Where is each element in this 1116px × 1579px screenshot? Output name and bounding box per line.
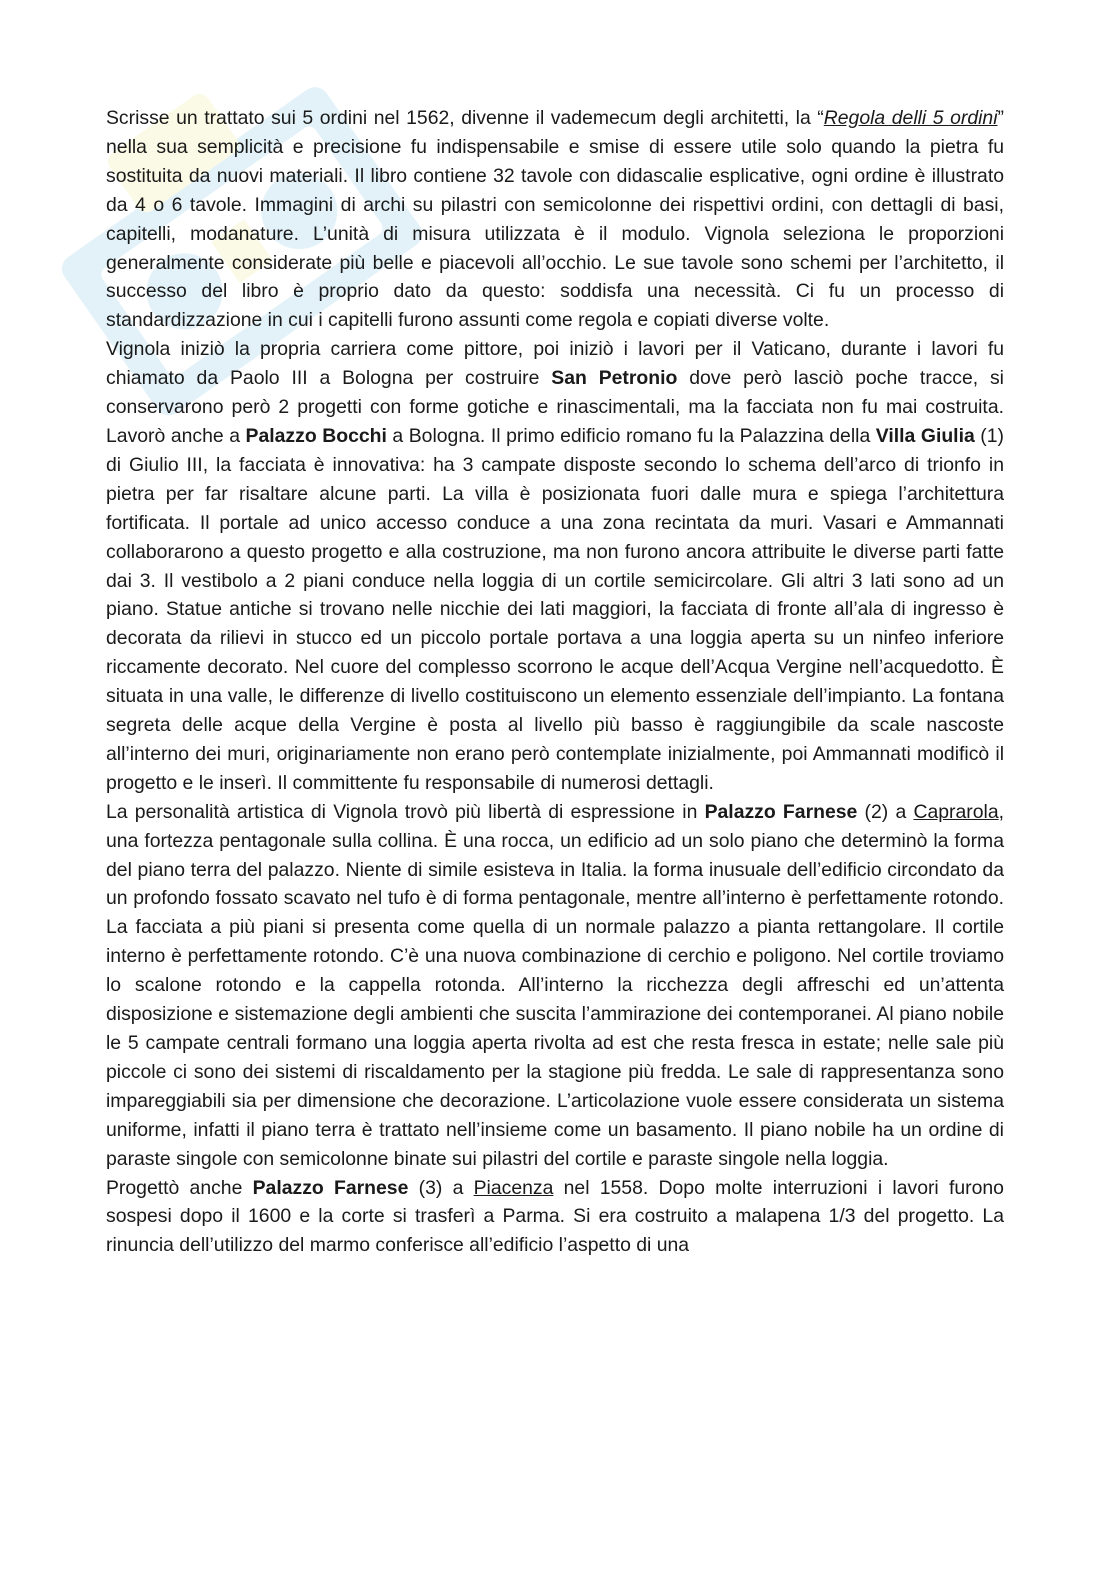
underlined-place-caprarola: Caprarola [913, 800, 999, 823]
underlined-place-piacenza: Piacenza [473, 1176, 554, 1199]
text-run: ” nella sua semplicità e precisione fu indispensabile e smise di essere utile solo quando la pietra fu sostituita da nuovi materiali. Il libro contiene 32 tavole con didascalie esplicative, ogni ordine è illustrato da 4 o 6 tavole. Immagini di archi su pilastri con semicolonne dei rispettivi ordini, con dettagli di basi, capitelli, modanature. L’unità di misura utilizzata è il modulo. Vignola seleziona le proporzioni generalmente considerate più belle e piacevoli all’occhio. Le sue tavole sono schemi per l’architetto, il successo del libro è proprio dato da questo: soddisfa una necessità. Ci fu un processo di standardizzazione in cui i capitelli furono assunti come regola e copiati diverse volte. [106, 107, 1004, 332]
text-run: nel 1558. Dopo molte interruzioni i lavori furono sospesi dopo il 1600 e la corte si trasferì a Parma. Si era costruito a malapena 1/3 del progetto. La rinuncia dell’utilizzo del marmo conferisce all’edificio l’aspetto di una [106, 1176, 1004, 1257]
bold-term-san-petronio: San Petronio [551, 367, 678, 390]
text-run: a Bologna. Il primo edificio romano fu la Palazzina della [386, 424, 876, 447]
paragraph-villa-giulia [106, 335, 1004, 798]
bold-term-palazzo-bocchi: Palazzo Bocchi [245, 424, 387, 447]
text-run: Progettò anche [106, 1176, 253, 1199]
paragraph-piacenza [106, 1174, 1004, 1261]
paragraph-regola-ordini [106, 104, 1004, 335]
bold-term-palazzo-farnese: Palazzo Farnese [704, 800, 858, 823]
text-run: La personalità artistica di Vignola trovò più libertà di espressione in [106, 800, 705, 823]
text-run: (1) di Giulio III, la facciata è innovativa: ha 3 campate disposte secondo lo schema dell’arco di trionfo in pietra per far risaltare alcune parti. La villa è posizionata fuori dalle mura e spiega l’architettura fortificata. Il portale ad unico accesso conduce a una zona recintata da muri. Vasari e Ammannati collaborarono a questo progetto e alla costruzione, ma non furono ancora attribuite le diverse parti fatte dai 3. Il vestibolo a 2 piani conduce nella loggia di un cortile semicircolare. Gli altri 3 lati sono ad un piano. Statue antiche si trovano nelle nicchie dei lati maggiori, la facciata di fronte all’ala di ingresso è decorata da rilievi in stucco ed un piccolo portale portava a una loggia aperta su un ninfeo inferiore riccamente decorato. Nel cuore del complesso scorrono le acque dell’Acqua Vergine nell’acquedotto. È situata in una valle, le differenze di livello costituiscono un elemento essenziale dell’impianto. La fontana segreta delle acque della Vergine è posta al livello più basso è raggiungibile da scale nascoste all’interno dei muri, originariamente non erano però contemplate inizialmente, poi Ammannati modificò il progetto e le inserì. Il committente fu responsabile di numerosi dettagli. [106, 424, 1004, 794]
text-run: , una fortezza pentagonale sulla collina. È una rocca, un edificio ad un solo piano che determinò la forma del piano terra del palazzo. Niente di simile esisteva in Italia. la forma inusuale dell’edificio circondato da un profondo fossato scavato nel tufo è di forma pentagonale, mentre all’interno è perfettamente rotondo. La facciata a più piani si presenta come quella di un normale palazzo a pianta rettangolare. Il cortile interno è perfettamente rotondo. C’è una nuova combinazione di cerchio e poligono. Nel cortile troviamo lo scalone rotondo e la cappella rotonda. All’interno la ricchezza degli affreschi ed un’attenta disposizione e sistemazione degli ambienti che suscita l’ammirazione dei contemporanei. Al piano nobile le 5 campate centrali formano una loggia aperta rivolta ad est che resta fresca in estate; nelle sale più piccole ci sono dei sistemi di riscaldamento per la stagione più fredda. Le sale di rappresentanza sono impareggiabili sia per dimensione che decorazione. L’articolazione vuole essere considerata un sistema uniforme, infatti il piano terra è trattato nell’insieme come un basamento. Il piano nobile ha un ordine di paraste singole con semicolonne binate sui pilastri del cortile e paraste singole nella loggia. [106, 800, 1004, 1170]
bold-term-villa-giulia: Villa Giulia [875, 424, 975, 447]
text-run: (3) a [408, 1176, 474, 1199]
document-body [106, 104, 1004, 1260]
text-run: Vignola iniziò la propria carriera come pittore, poi iniziò i lavori per il Vaticano, durante i lavori fu chiamato da Paolo III a Bologna per costruire [106, 338, 1004, 390]
text-run: dove però lasciò poche tracce, si conservarono però 2 progetti con forme gotiche e rinascimentali, ma la facciata non fu mai costruita. Lavorò anche a [106, 367, 1004, 447]
text-run: (2) a [857, 800, 914, 823]
underlined-term [824, 107, 998, 129]
paragraph-caprarola [106, 798, 1004, 1174]
bold-term-palazzo-farnese: Palazzo Farnese [252, 1176, 409, 1199]
text-run: Scrisse un trattato sui 5 ordini nel 1562, divenne il vademecum degli architetti, la “ [106, 107, 824, 129]
book-title: Regola delli 5 ordini [823, 107, 998, 129]
